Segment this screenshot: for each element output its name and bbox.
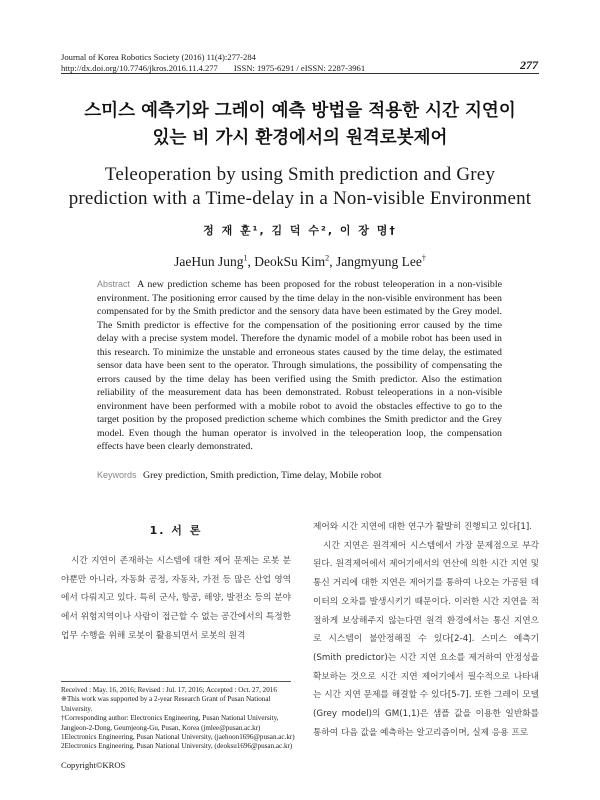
copyright: Copyright©KROS bbox=[61, 760, 126, 770]
section-heading-introduction: 1. 서 론 bbox=[149, 524, 203, 537]
english-title bbox=[40, 163, 560, 211]
abstract-text: A new prediction scheme has been proposed for the robust teleoperation in a non-visible environment. The positioning error caused by the time delay in the non-visible environment has been compensated for by the Smith predictor and the sensory data have been estimated by the Grey model. The Smith predictor is effective for the compensation of the positioning error caused by the time delay with a precise system model. Therefore the dynamic model of a mobile robot has been used in this research. To minimize the unstable and erroneous states caused by the time delay, the estimated sensor data have been sent to the operator. Through simulations, the possibility of compensating the errors caused by the time delay has been verified using the Smith predictor. Also the estimation reliability of the measurement data has been demonstrated. Robust teleoperations in a non-visible environment have been performed with a mobile robot to avoid the obstacles effective to go to the target position by the proposed prediction scheme which combines the Smith predictor and the Grey model. Even though the human operator is involved in the teleoperation loop, the compensation effects have been clearly demonstrated. bbox=[97, 279, 502, 452]
journal-citation: Journal of Korea Robotics Society (2016) 11(4):277-284 bbox=[61, 52, 256, 62]
korean-title-line-2: 있는 비 가시 환경에서의 원격로봇제어 bbox=[152, 128, 448, 148]
footnote-received: Received : May. 16, 2016; Revised : Jul. 17, 2016; Accepted : Oct. 27, 2016 bbox=[61, 686, 277, 694]
korean-authors: 정 재 훈¹, 김 덕 수², 이 장 명† bbox=[203, 224, 397, 237]
doi-link[interactable]: http://dx.doi.org/10.7746/jkros.2016.11.4.277 bbox=[61, 63, 218, 73]
footnote-rule bbox=[61, 681, 291, 682]
english-authors: JaeHun Jung$^1$, DeokSu Kim$^2$, Jangmyung Lee† bbox=[174, 253, 426, 269]
author-3: Jangmyung Lee† bbox=[335, 253, 426, 269]
korean-title bbox=[40, 98, 560, 152]
footnotes bbox=[61, 686, 296, 752]
keywords bbox=[97, 470, 502, 481]
korean-title-line-1: 스미스 예측기와 그레이 예측 방법을 적용한 시간 지연이 bbox=[84, 101, 516, 121]
keywords-label: Keywords bbox=[97, 470, 137, 480]
footnote-funding: ※This work was supported by a 2-year Research Grant of Pusan National University. bbox=[61, 695, 271, 713]
abstract-label: Abstract bbox=[97, 279, 131, 289]
footnote-affiliation-1: 1Electronics Engineering, Pusan National University, (jaehoon1696@pusan.ac.kr) bbox=[61, 733, 295, 742]
abstract bbox=[97, 278, 502, 454]
left-column bbox=[61, 518, 291, 646]
author-2: DeokSu Kim$^2$ bbox=[254, 253, 330, 269]
english-title-line-2: prediction with a Time-delay in a Non-visible Environment bbox=[68, 188, 532, 209]
keywords-text: Grey prediction, Smith prediction, Time delay, Mobile robot bbox=[142, 470, 382, 481]
footnote-affiliation-2: 2Electronics Engineering, Pusan National University, (deoksu1696@pusan.ac.kr) bbox=[61, 742, 293, 751]
header-rule bbox=[61, 73, 539, 74]
issn: ISSN: 1975-6291 / eISSN: 2287-3961 bbox=[233, 63, 366, 73]
right-column bbox=[313, 518, 539, 742]
intro-paragraph-1: 시간 지연이 존재하는 시스템에 대한 제어 문제는 로봇 분야뿐만 아니라, 자동화 공정, 자동차, 가전 등 많은 산업 영역에서 다뤄지고 있다. 특히 군사, 항공, 해양, 발전소 등의 분야에서 위험지역이나 사람이 접근할 수 없는 공간에서의 특정한 업무 수행을 위해 로봇이 활용되면서 로봇의 원격 bbox=[61, 556, 291, 641]
intro-paragraph-continued: 제어와 시간 지연에 대한 연구가 활발히 진행되고 있다[1]. bbox=[313, 522, 533, 532]
journal-header bbox=[61, 52, 365, 74]
footnote-corresponding: †Corresponding author: Electronics Engineering, Pusan National University, Jangjeon-2-Dong, Geumjeong-Gu, Pusan, Korea (jmlee@pusan.ac.kr) bbox=[61, 714, 279, 732]
intro-paragraph-2: 시간 지연은 원격제어 시스템에서 가장 문제점으로 부각된다. 원격제어에서 제어기에서의 연산에 의한 시간 지연 및 통신 거리에 대한 지연은 제어기를 통하여 나오는 가공된 데이터의 오차를 발생시키기 때문이다. 이러한 시간 지연을 적절하게 보상해주지 않는다면 원격 환경에서는 통신 지연으로 시스템이 불안정해질 수 있다[2-4]. 스미스 예측기(Smith predictor)는 시간 지연 요소를 제거하여 안정성을 확보하는 것으로 시간 지연 제어기에서 필수적으로 나타내는 시간 지연 문제를 해결할 수 있다[5-7]. 또한 그레이 모델(Grey model)의 GM(1,1)은 샘플 값을 이용한 일반화를 통하여 다음 값을 예측하는 알고리즘이며, 실제 응용 프로 bbox=[313, 540, 539, 738]
page-number: 277 bbox=[520, 58, 538, 72]
author-1: JaeHun Jung$^1$ bbox=[174, 253, 248, 269]
english-title-line-1: Teleoperation by using Smith prediction and Grey bbox=[104, 164, 496, 185]
